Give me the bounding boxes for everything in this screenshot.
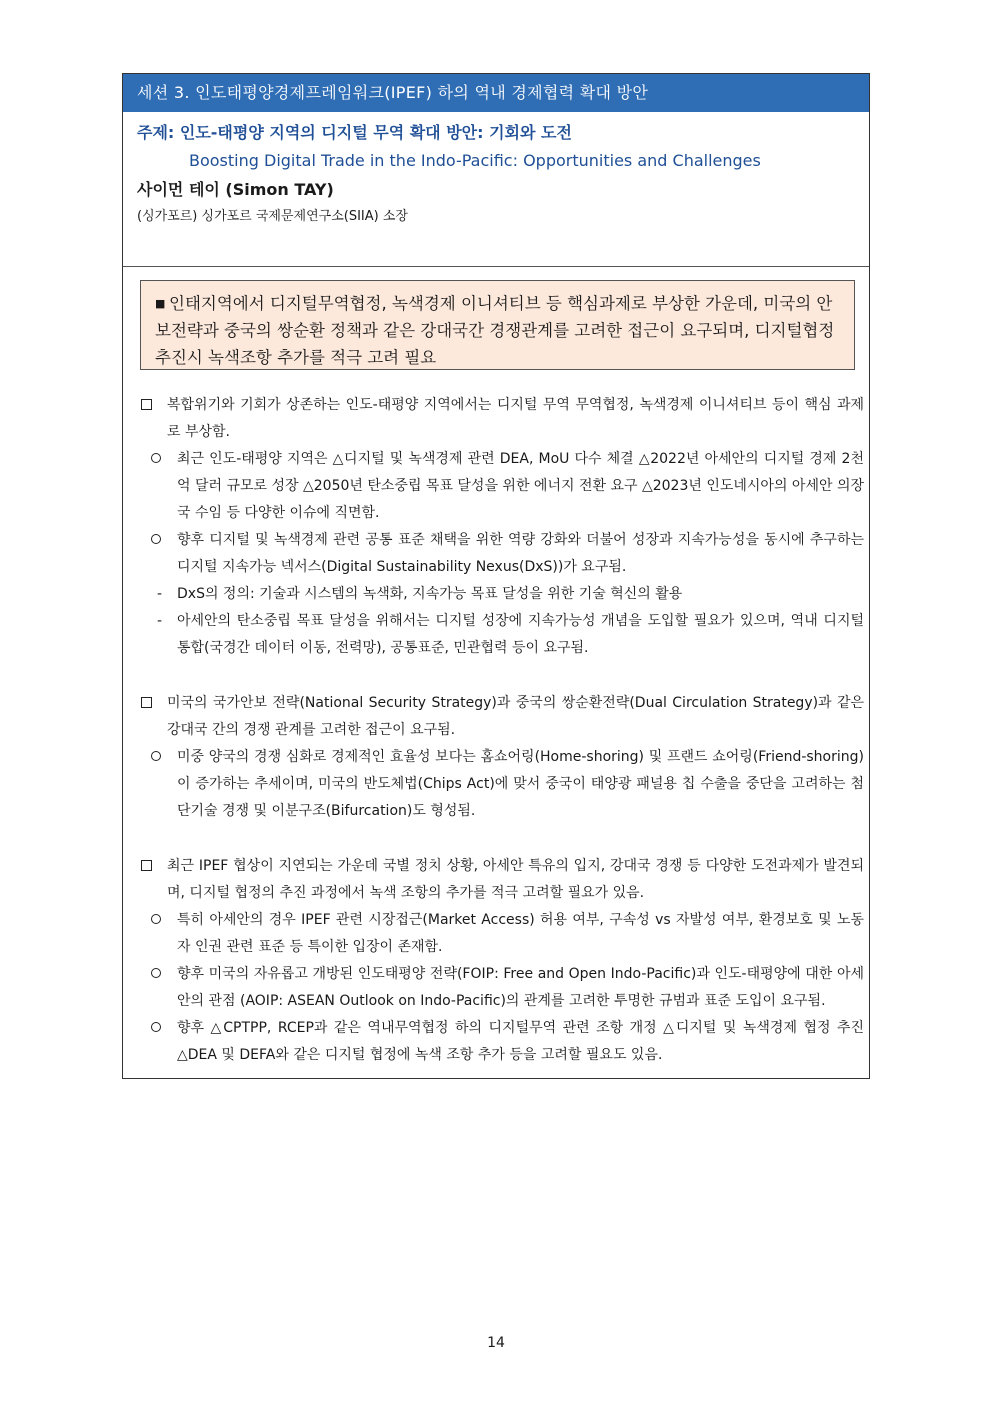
session-frame bbox=[122, 73, 870, 1079]
list-item bbox=[141, 744, 864, 825]
list-item bbox=[141, 527, 864, 581]
checkbox-square-icon bbox=[141, 399, 152, 410]
page-number: 14 bbox=[487, 1335, 505, 1351]
dash-bullet-icon: - bbox=[157, 586, 163, 602]
section-heading bbox=[141, 690, 864, 744]
circle-bullet-icon bbox=[151, 534, 161, 544]
list-item-text: 향후 △CPTPP, RCEP과 같은 역내무역협정 하의 디지털무역 관련 조항 개정 △디지털 및 녹색경제 협정 추진 △DEA 및 DEFA와 같은 디지털 협정에 녹색 조항 추가 등을 고려할 필요도 있음. bbox=[177, 1020, 864, 1063]
section-heading-text: 미국의 국가안보 전략(National Security Strategy)과 중국의 쌍순환전략(Dual Circulation Strategy)과 같은 강대국 간의 경쟁 관계를 고려한 접근이 요구됨. bbox=[167, 695, 864, 738]
topic-english: Boosting Digital Trade in the Indo-Pacific: Opportunities and Challenges bbox=[189, 151, 761, 170]
section-2 bbox=[141, 690, 864, 825]
list-item-text: 최근 인도-태평양 지역은 △디지털 및 녹색경제 관련 DEA, MoU 다수 체결 △2022년 아세안의 디지털 경제 2천억 달러 규모로 성장 △2050년 탄소중립 목표 달성을 위한 에너지 전환 요구 △2023년 인도네시아의 아세안 의장국 수임 등 다양한 이슈에 직면함. bbox=[177, 451, 864, 521]
sub-item bbox=[141, 581, 864, 608]
sub-item-text: 아세안의 탄소중립 목표 달성을 위해서는 디지털 성장에 지속가능성 개념을 도입할 필요가 있으며, 역내 디지털 통합(국경간 데이터 이동, 전력망), 공통표준, 민관협력 등이 요구됨. bbox=[177, 613, 864, 656]
list-item-text: 미중 양국의 경쟁 심화로 경제적인 효율성 보다는 홈쇼어링(Home-shoring) 및 프랜드 쇼어링(Friend-shoring)이 증가하는 추세이며, 미국의 반도체법(Chips Act)에 맞서 중국이 태양광 패널용 칩 수출을 중단을 고려하는 첨단기술 경쟁 및 이분구조(Bifurcation)도 형성됨. bbox=[177, 749, 864, 819]
list-item bbox=[141, 446, 864, 527]
section-heading-text: 최근 IPEF 협상이 지연되는 가운데 국별 정치 상황, 아세안 특유의 입지, 강대국 경쟁 등 다양한 도전과제가 발견되며, 디지털 협정의 추진 과정에서 녹색 조항의 추가를 적극 고려할 필요가 있음. bbox=[167, 858, 864, 901]
content-body bbox=[123, 370, 869, 1069]
checkbox-square-icon bbox=[141, 860, 152, 871]
session-title: 세션 3. 인도태평양경제프레임워크(IPEF) 하의 역내 경제협력 확대 방안 bbox=[123, 74, 869, 112]
checkbox-square-icon bbox=[141, 697, 152, 708]
list-item-text: 향후 디지털 및 녹색경제 관련 공통 표준 채택을 위한 역량 강화와 더불어 성장과 지속가능성을 동시에 추구하는 디지털 지속가능 넥서스(Digital Sustainability Nexus(DxS))가 요구됨. bbox=[177, 532, 864, 575]
circle-bullet-icon bbox=[151, 751, 161, 761]
circle-bullet-icon bbox=[151, 1022, 161, 1032]
list-item-text: 특히 아세안의 경우 IPEF 관련 시장접근(Market Access) 허용 여부, 구속성 vs 자발성 여부, 환경보호 및 노동자 인권 관련 표준 등 특이한 입장이 존재함. bbox=[177, 912, 864, 955]
circle-bullet-icon bbox=[151, 914, 161, 924]
square-bullet-icon: ■ bbox=[155, 297, 166, 310]
section-heading-text: 복합위기와 기회가 상존하는 인도-태평양 지역에서는 디지털 무역 무역협정, 녹색경제 이니셔티브 등이 핵심 과제로 부상함. bbox=[167, 397, 864, 440]
list-item bbox=[141, 961, 864, 1015]
section-heading bbox=[141, 392, 864, 446]
list-item-text: 향후 미국의 자유롭고 개방된 인도태평양 전략(FOIP: Free and Open Indo-Pacific)과 인도-태평양에 대한 아세안의 관점 (AOIP: ASEAN Outlook on Indo-Pacific)의 관계를 고려한 투명한 규범과 표준 도입이 요구됨. bbox=[177, 966, 864, 1009]
circle-bullet-icon bbox=[151, 453, 161, 463]
section-heading bbox=[141, 853, 864, 907]
circle-bullet-icon bbox=[151, 968, 161, 978]
session-info bbox=[123, 112, 869, 267]
list-item bbox=[141, 907, 864, 961]
sub-item bbox=[141, 608, 864, 662]
summary-box bbox=[140, 280, 855, 370]
sub-item-text: DxS의 정의: 기술과 시스템의 녹색화, 지속가능 목표 달성을 위한 기술 혁신의 활용 bbox=[177, 586, 683, 602]
speaker-name: 사이먼 테이 (Simon TAY) bbox=[137, 180, 334, 199]
topic-korean: 주제: 인도-태평양 지역의 디지털 무역 확대 방안: 기회와 도전 bbox=[137, 123, 572, 142]
dash-bullet-icon: - bbox=[157, 613, 163, 629]
section-1 bbox=[141, 392, 864, 662]
section-3 bbox=[141, 853, 864, 1069]
speaker-affiliation: (싱가포르) 싱가포르 국제문제연구소(SIIA) 소장 bbox=[137, 209, 408, 224]
list-item bbox=[141, 1015, 864, 1069]
summary-text: 인태지역에서 디지털무역협정, 녹색경제 이니셔티브 등 핵심과제로 부상한 가운데, 미국의 안보전략과 중국의 쌍순환 정책과 같은 강대국간 경쟁관계를 고려한 접근이 요구되며, 디지털협정 추진시 녹색조항 추가를 적극 고려 필요 bbox=[155, 294, 835, 367]
